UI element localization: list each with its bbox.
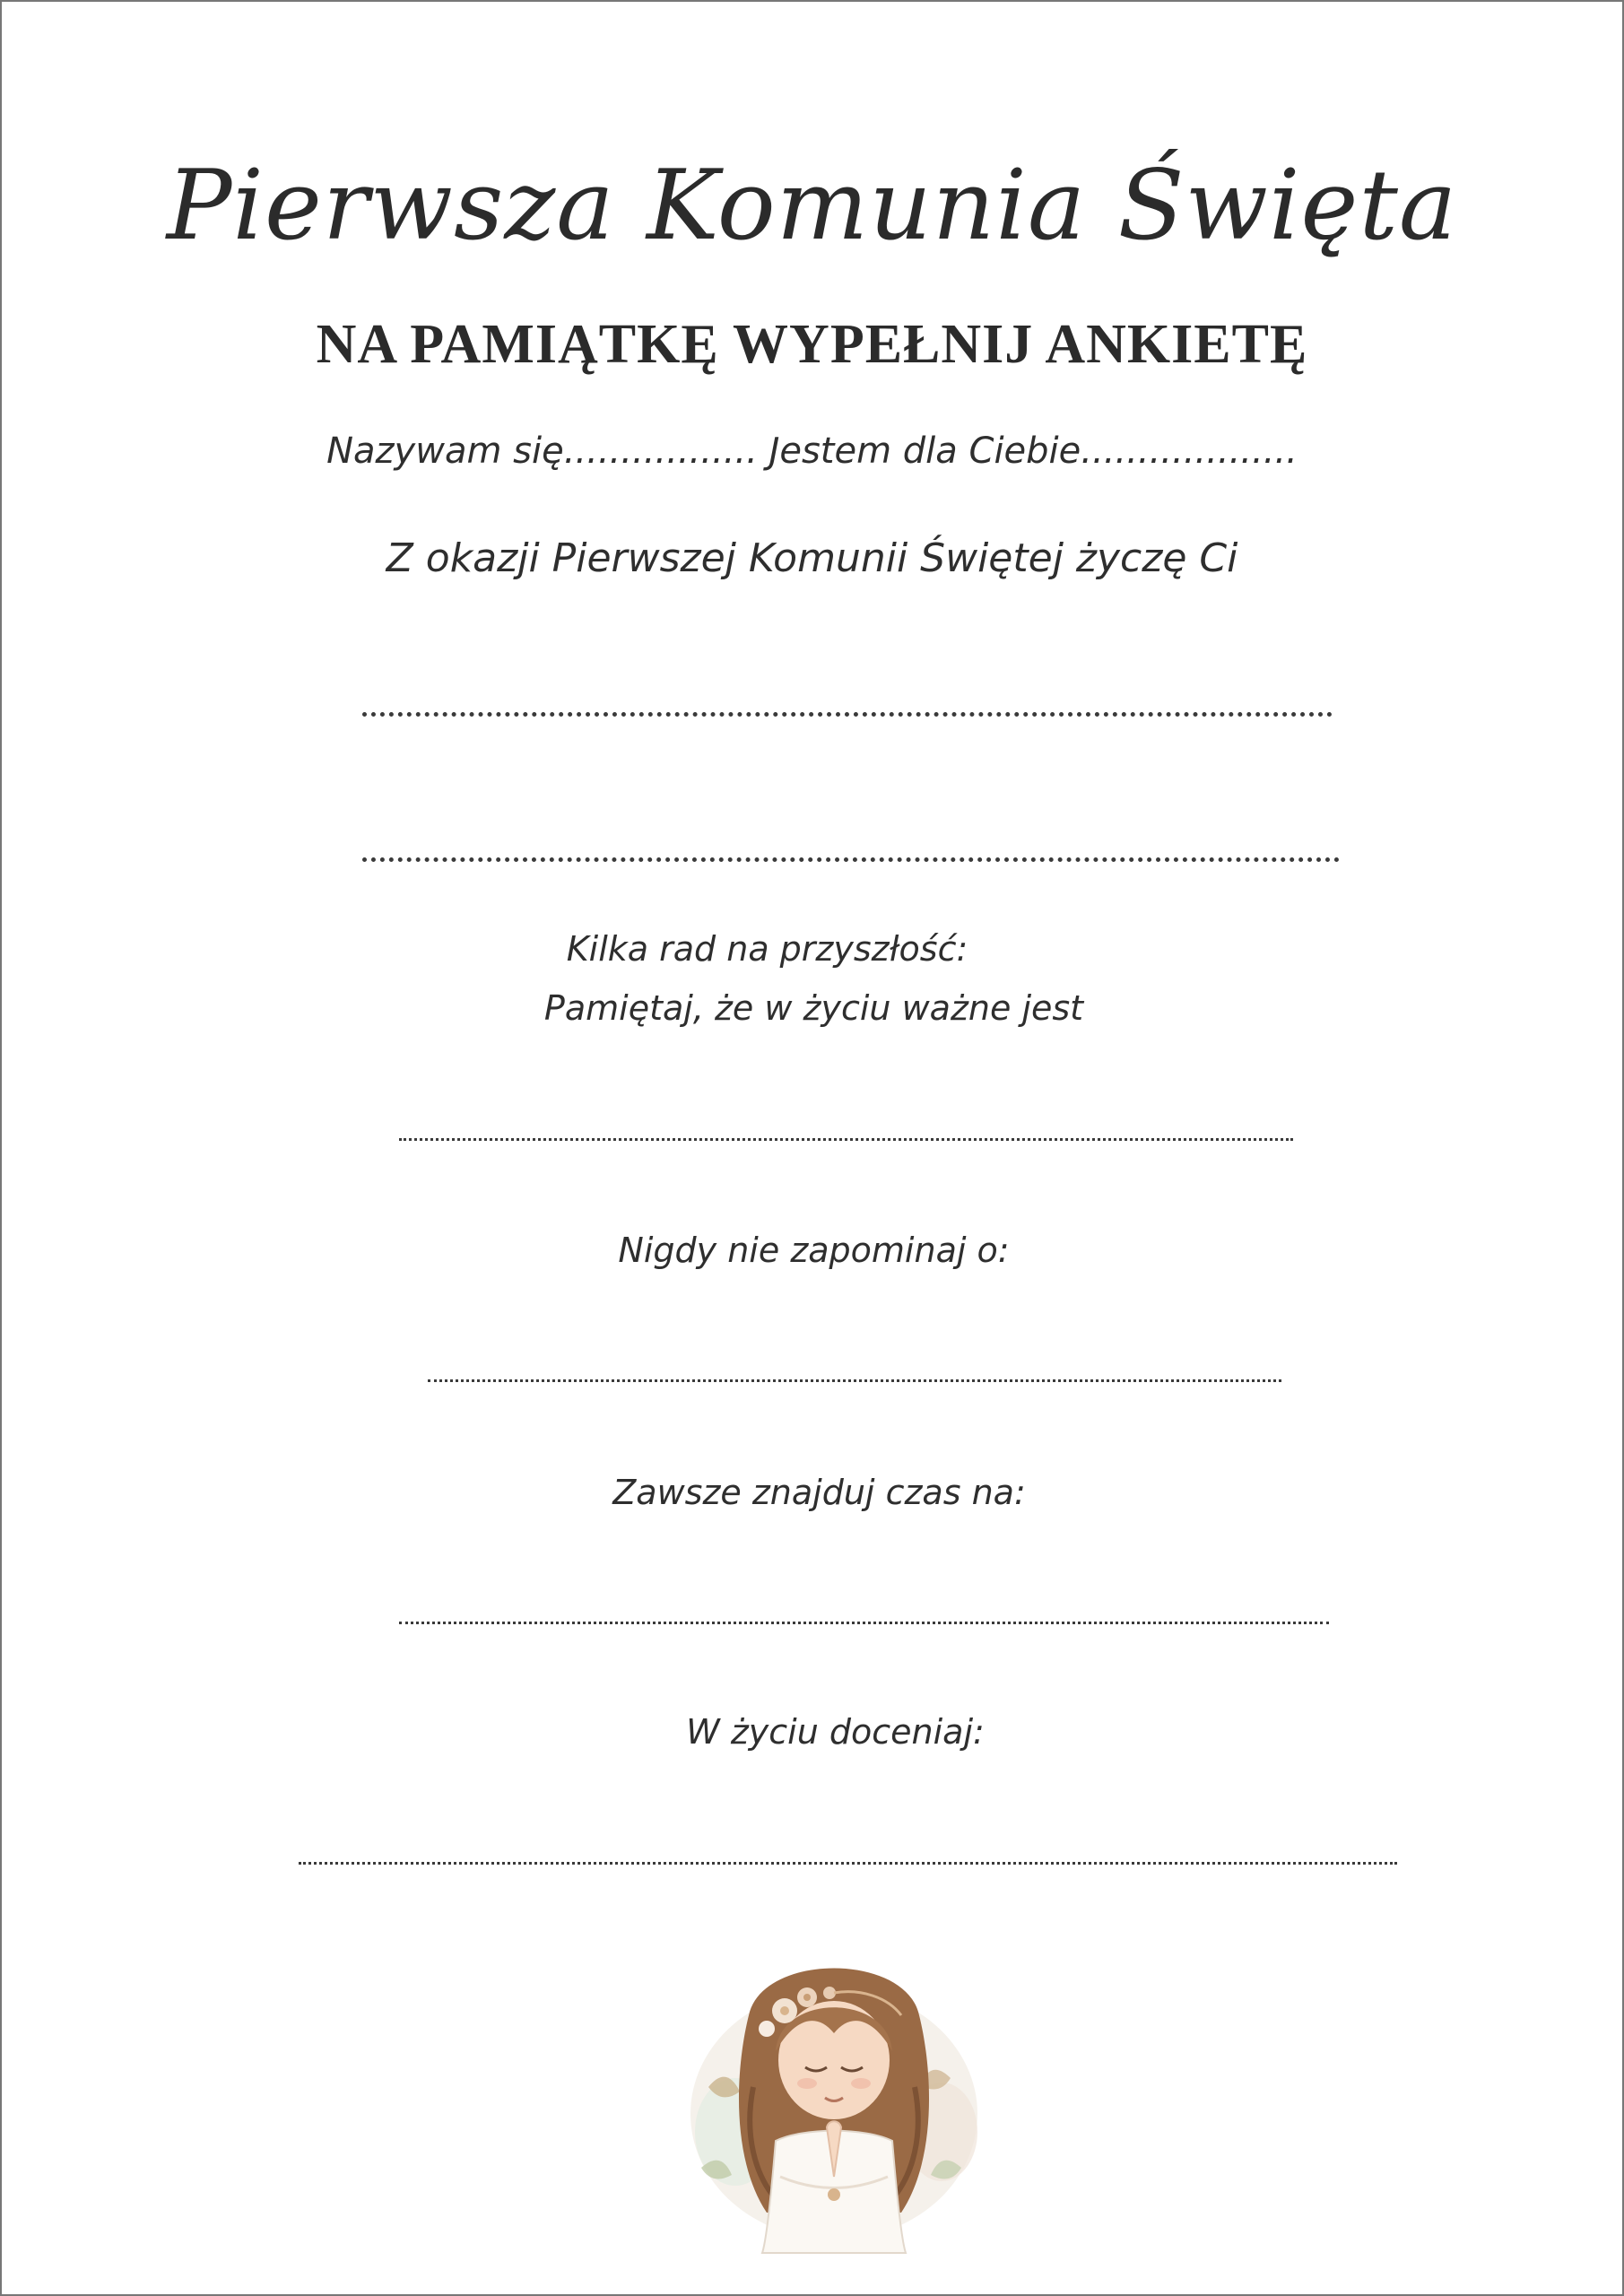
page-title: Pierwsza Komunia Święta (166, 150, 1458, 262)
always-time-prompt: Zawsze znajduj czas na: (612, 1473, 1026, 1512)
important-prompt: Pamiętaj, że w życiu ważne jest (543, 988, 1084, 1028)
advice-title: Kilka rad na przyszłość: (566, 929, 968, 969)
survey-heading: NA PAMIĄTKĘ WYPEŁNIJ ANKIETĘ (316, 314, 1308, 375)
name-relation-line: Nazywam się................. Jestem dla Ciebie................... (326, 430, 1298, 472)
appreciate-answer-line[interactable] (299, 1862, 1397, 1865)
praying-girl-illustration (682, 1908, 986, 2257)
never-forget-answer-line[interactable] (428, 1379, 1281, 1382)
appreciate-prompt: W życiu doceniaj: (686, 1712, 985, 1752)
wishes-prompt: Z okazji Pierwszej Komunii Świętej życzę Ci (386, 535, 1238, 581)
wishes-answer-line-1[interactable] (362, 712, 1333, 717)
always-time-answer-line[interactable] (399, 1622, 1329, 1624)
important-answer-line[interactable] (399, 1138, 1293, 1141)
wishes-answer-line-2[interactable] (362, 857, 1340, 862)
never-forget-prompt: Nigdy nie zapominaj o: (618, 1231, 1010, 1270)
